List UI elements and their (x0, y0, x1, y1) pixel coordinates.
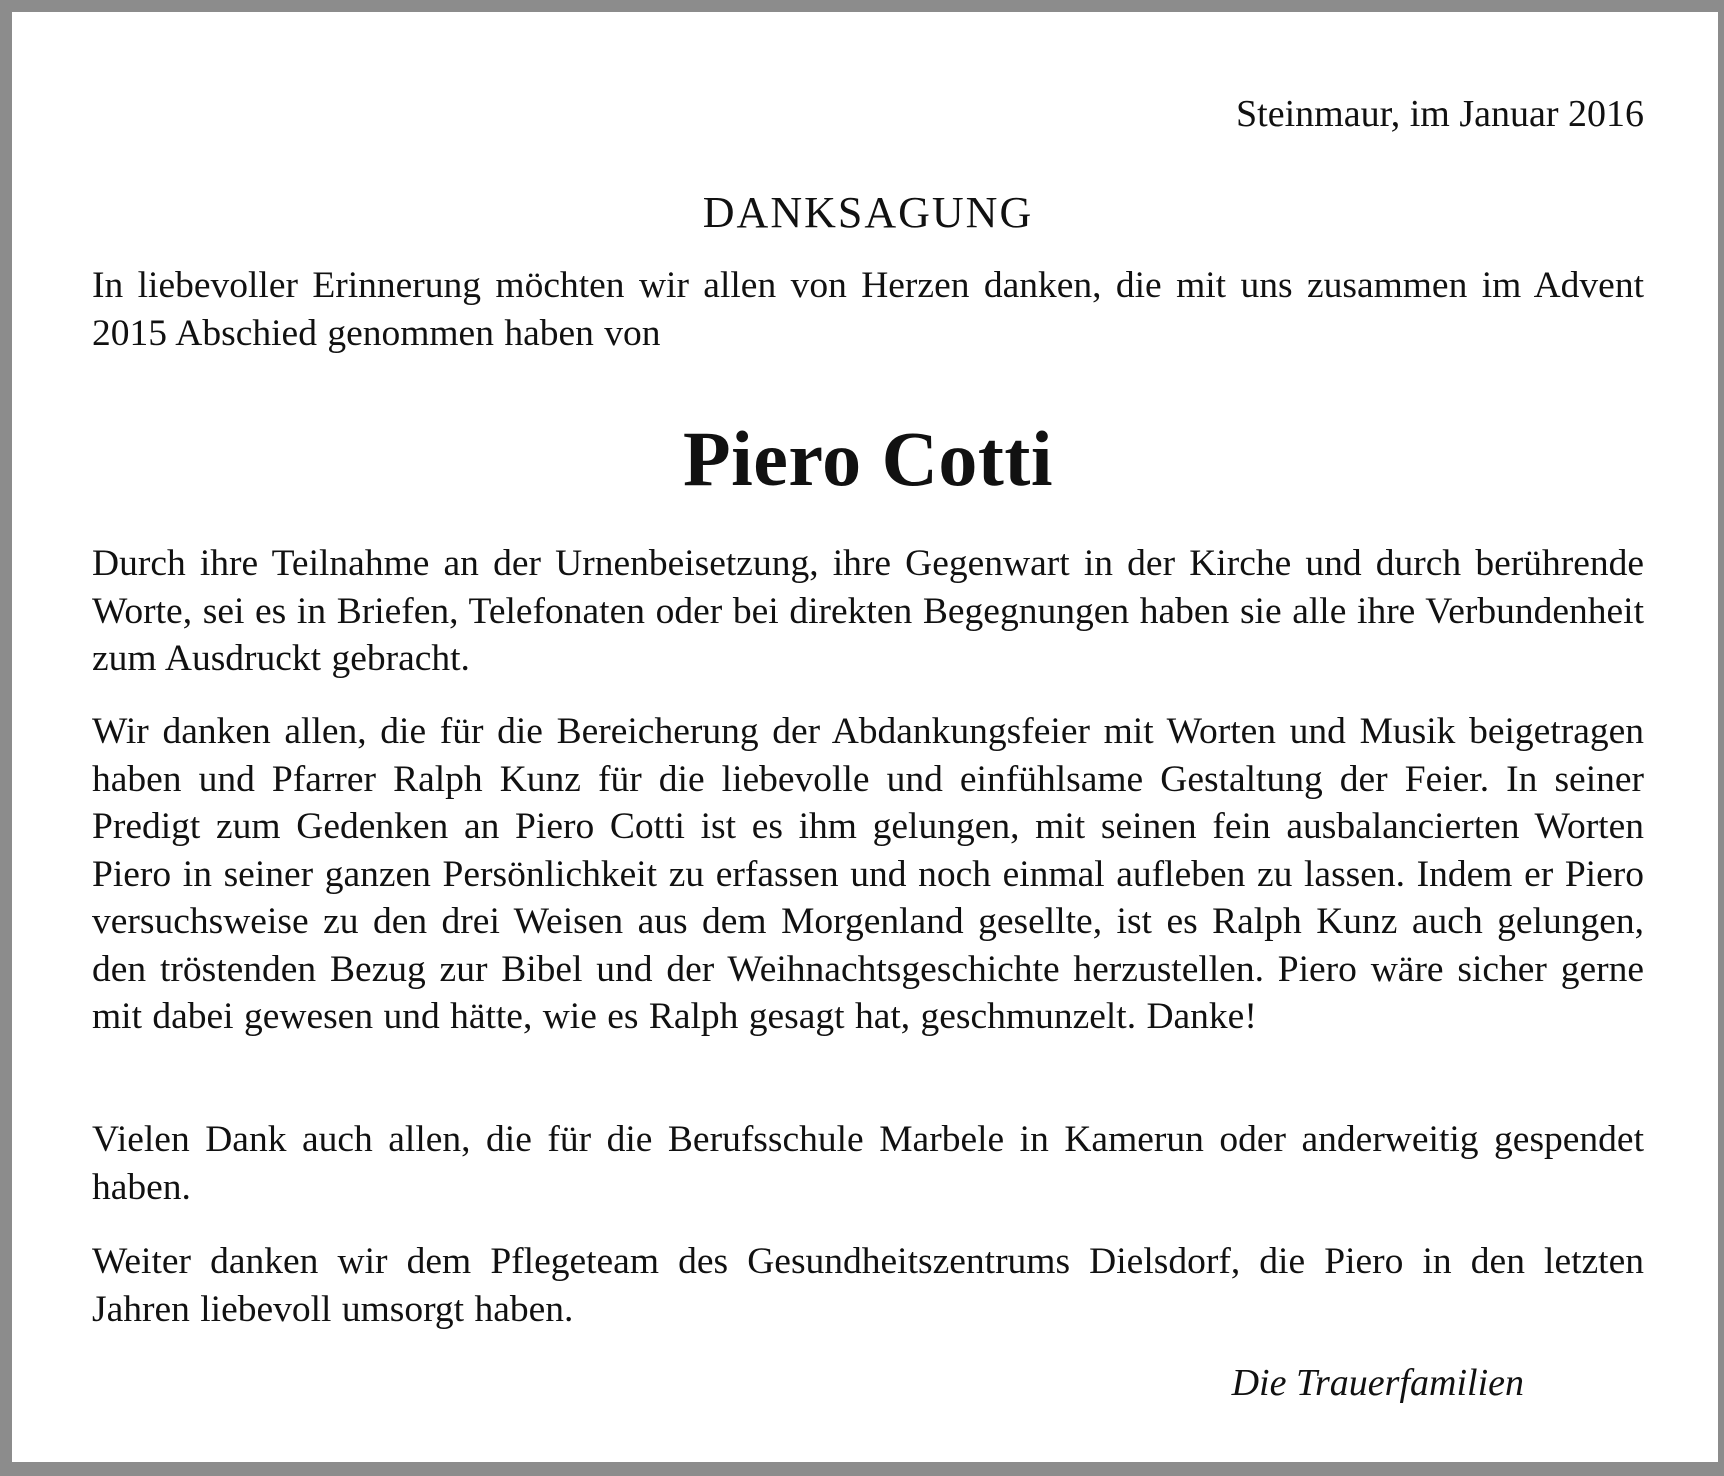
paragraph-participation: Durch ihre Teilnahme an der Urnenbeisetzung, ihre Gegenwart in der Kirche und durch berührende Worte, sei es in Briefen, Telefonaten oder bei direkten Begegnungen haben sie alle ihre Verbundenheit zum Ausdruckt gebracht. (92, 543, 1644, 679)
notice-title: DANKSAGUNG (702, 188, 1034, 237)
place-date: Steinmaur, im Januar 2016 (1236, 93, 1644, 135)
signature: Die Trauerfamilien (1231, 1362, 1524, 1404)
paragraph-care-team: Weiter danken wir dem Pflegeteam des Gesundheitszentrums Dielsdorf, die Piero in den letzten Jahren liebevoll umsorgt haben. (92, 1241, 1644, 1330)
intro-paragraph: In liebevoller Erinnerung möchten wir allen von Herzen danken, die mit uns zusammen im Advent 2015 Abschied genommen haben von (92, 265, 1644, 354)
deceased-name: Piero Cotti (682, 415, 1054, 502)
paragraph-donations: Vielen Dank auch allen, die für die Berufsschule Marbele in Kamerun oder anderweitig gespendet haben. (92, 1119, 1644, 1208)
paragraph-ceremony: Wir danken allen, die für die Bereicherung der Abdankungsfeier mit Worten und Musik beigetragen haben und Pfarrer Ralph Kunz für die liebevolle und einfühlsame Gestaltung der Feier. In seiner Predigt zum Gedenken an Piero Cotti ist es ihm gelungen, mit seinen fein ausbalancierten Worten Piero in seiner ganzen Persönlichkeit zu erfassen und noch einmal aufleben zu lassen. Indem er Piero versuchsweise zu den drei Weisen aus dem Morgenland gesellte, ist es Ralph Kunz auch gelungen, den tröstenden Bezug zur Bibel und der Weihnachtsgeschichte herzustellen. Piero wäre sicher gerne mit dabei gewesen und hätte, wie es Ralph gesagt hat, geschmunzelt. Danke! (92, 711, 1644, 1037)
